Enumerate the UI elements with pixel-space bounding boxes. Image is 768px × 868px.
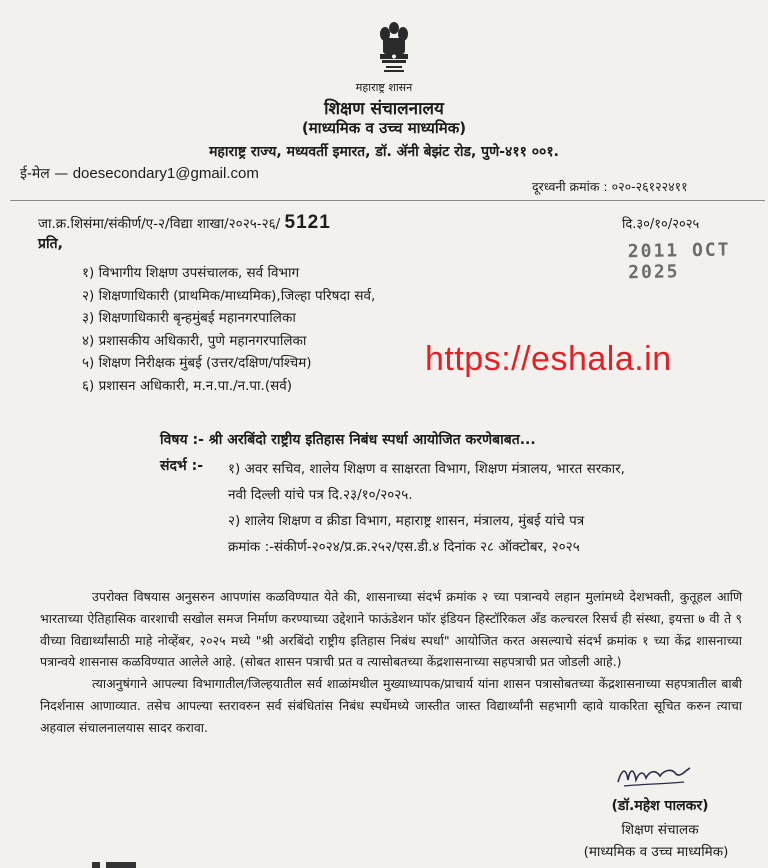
recipient-item: १) विभागीय शिक्षण उपसंचालक, सर्व विभाग xyxy=(82,265,300,281)
body-paragraph: उपरोक्त विषयास अनुसरुन आपणांस कळविण्यात येते की, शासनाच्या संदर्भ क्रमांक २ च्या पत्रान्वये लहान मुलांमध्ये देशभक्ती, कुतूहल आणि भारताच्या ऐतिहासिक वारशाची सखोल समज निर्माण करण्याच्या उद्देशाने फाऊंडेशन फॉर इंडियन हिस्टॉरिकल अँड कल्चरल रिसर्च ही संस्था, इयत्ता ७ वी ते ९ वीच्या विद्यार्थ्यांसाठी माहे नोव्हेंबर, २०२५ मध्ये "श्री अरबिंदो राष्ट्रीय इतिहास निबंध स्पर्धा" आयोजित करत असल्याचे संदर्भ क्रमांक १ च्या केंद्र शासनाच्या पत्रान्वये शासनास कळविण्यात आलेले आहे. (सोबत शासन पत्राची प्रत व त्यासोबतच्या केंद्रशासनाच्या सहपत्राची प्रत जोडली आहे.) xyxy=(40,589,742,670)
reference-line: क्रमांक :-संकीर्ण-२०२४/प्र.क्र.२५२/एस.डी.४ दिनांक २८ ऑक्टोबर, २०२५ xyxy=(228,539,580,555)
phone-number: दूरध्वनी क्रमांक : ०२०-२६१२२४११ xyxy=(532,179,688,194)
received-stamp: 2011 OCT 2025 xyxy=(627,239,731,284)
page-edge-mark xyxy=(92,856,172,868)
signatory-name: (डॉ.महेश पालकर) xyxy=(611,798,709,814)
signatory-department: (माध्यमिक व उच्च माध्यमिक) xyxy=(583,844,729,860)
office-address: महाराष्ट्र राज्य, मध्यवर्ती इमारत, डॉ. ॲनी बेझंट रोड, पुणे-४११ ००१. xyxy=(209,144,559,160)
reference-line: १) अवर सचिव, शालेय शिक्षण व साक्षरता विभाग, शिक्षण मंत्रालय, भारत सरकार, xyxy=(228,461,625,477)
references-label: संदर्भ :- xyxy=(160,458,204,474)
office-wing: (माध्यमिक व उच्च माध्यमिक) xyxy=(301,119,467,137)
email-label: ई-मेल — xyxy=(20,166,69,182)
email-link[interactable]: doesecondary1@gmail.com xyxy=(72,165,259,182)
recipient-item: ३) शिक्षणाधिकारी बृन्हमुंबई महानगरपालिका xyxy=(82,310,296,326)
letter-date: दि.३०/१०/२०२५ xyxy=(622,217,700,232)
reference-number-text: जा.क्र.शिसंमा/संकीर्ण/ए-२/विद्या शाखा/२०२५-२६/ xyxy=(38,216,281,232)
reference-number xyxy=(38,212,331,234)
handwritten-number: 5121 xyxy=(284,212,331,233)
signature-mark xyxy=(614,760,694,790)
recipient-item: ४) प्रशासकीय अधिकारी, पुणे महानगरपालिका xyxy=(82,332,307,349)
reference-line: २) शालेय शिक्षण व क्रीडा विभाग, महाराष्ट्र शासन, मंत्रालय, मुंबई यांचे पत्र xyxy=(228,513,585,529)
signatory-title: शिक्षण संचालक xyxy=(621,822,699,838)
letter-body xyxy=(40,586,742,739)
recipients-list xyxy=(82,262,375,397)
office-name: शिक्षण संचालनालय xyxy=(324,99,444,119)
government-name: महाराष्ट्र शासन xyxy=(355,81,413,94)
website-watermark: https://eshala.in xyxy=(425,340,672,378)
state-emblem-icon xyxy=(374,20,414,76)
header-divider xyxy=(10,200,765,201)
recipient-item: ५) शिक्षण निरीक्षक मुंबई (उत्तर/दक्षिण/पश्चिम) xyxy=(82,355,312,371)
email-row xyxy=(20,164,259,183)
recipients-label: प्रति, xyxy=(38,236,63,252)
reference-line: नवी दिल्ली यांचे पत्र दि.२३/१०/२०२५. xyxy=(228,487,413,503)
recipient-item: ६) प्रशासन अधिकारी, म.न.पा./न.पा.(सर्व) xyxy=(82,377,292,394)
references-list xyxy=(228,456,625,560)
recipient-item: २) शिक्षणाधिकारी (प्राथमिक/माध्यमिक),जिल्हा परिषदा सर्व, xyxy=(82,287,376,304)
body-paragraph: त्याअनुषंगाने आपल्या विभागातील/जिल्हयातील सर्व शाळांमधील मुख्याध्यापक/प्राचार्य यांना शासन पत्रासोबतच्या केंद्रशासनाच्या सहपत्रातील बाबी निदर्शनास आणाव्यात. तसेच आपल्या स्तरावरुन सर्व संबंधितांस निबंध स्पर्धेमध्ये जास्तीत जास्त विद्यार्थ्यांनी सहभागी व्हावे याकरिता सूचित करुन त्याचा अहवाल संचालनालयास सादर करावा. xyxy=(40,676,742,735)
letter-subject: विषय :- श्री अरबिंदो राष्ट्रीय इतिहास निबंध स्पर्धा आयोजित करणेबाबत... xyxy=(160,432,536,448)
